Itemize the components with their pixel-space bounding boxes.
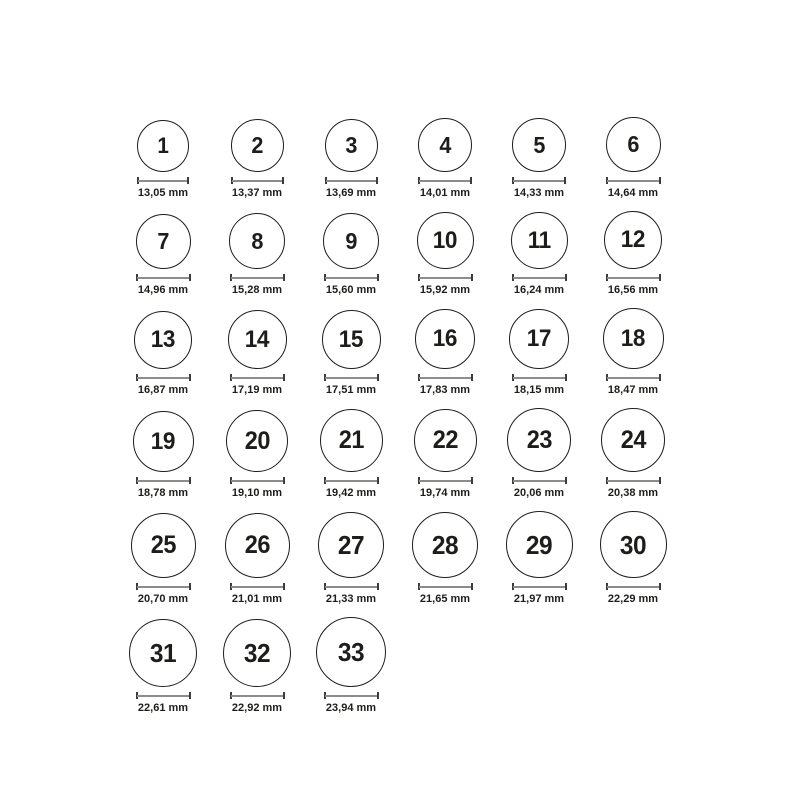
dimension-bar [138,180,188,182]
diameter-label: 20,38 mm [607,487,659,499]
diameter-label: 14,33 mm [513,187,565,199]
ring-circle [231,119,284,172]
ring-size-number: 16 [432,325,458,352]
diameter-label: 22,61 mm [137,702,189,714]
dimension-bar [513,277,566,279]
ring-size-number: 26 [244,531,270,559]
ring-size-number: 21 [338,426,364,454]
ring-size-item [304,512,398,606]
dimension-bar [325,695,378,697]
diameter-dimension-line [230,274,285,281]
diameter-label: 15,28 mm [231,284,283,296]
dimension-bar [137,695,190,697]
ring-size-item [210,410,304,500]
chart-row [116,308,686,397]
diameter-label: 21,65 mm [419,593,471,605]
ring-size-item [210,119,304,200]
ring-size-number: 30 [619,529,647,560]
ring-size-item [398,212,492,297]
diameter-dimension-line [606,177,661,184]
dimension-bar [137,377,190,379]
ring-size-number: 18 [620,324,646,352]
ring-size-item [586,408,680,500]
dimension-bar [325,480,378,482]
ring-size-item [492,511,586,606]
ring-size-number: 5 [533,131,545,158]
diameter-label: 16,56 mm [607,284,659,296]
ring-size-number: 15 [338,325,364,353]
ring-size-number: 12 [620,226,646,253]
dimension-bar [419,586,472,588]
ring-size-number: 8 [251,227,263,254]
ring-size-item [398,409,492,500]
ring-circle [414,409,477,472]
diameter-label: 20,06 mm [513,487,565,499]
dimension-bar [325,377,378,379]
ring-circle [606,117,661,172]
ring-size-number: 10 [432,226,458,254]
chart-row [116,408,686,500]
ring-size-number: 19 [150,427,176,455]
chart-row [116,511,686,606]
diameter-dimension-line [512,583,567,590]
diameter-dimension-line [512,477,567,484]
diameter-dimension-line [230,583,285,590]
diameter-label: 17,51 mm [325,384,377,396]
diameter-dimension-line [418,374,473,381]
diameter-label: 14,96 mm [137,284,189,296]
ring-circle [137,120,189,172]
dimension-bar [419,480,472,482]
ring-circle [415,309,475,369]
diameter-label: 19,74 mm [419,487,471,499]
ring-size-number: 2 [251,132,263,158]
diameter-dimension-line [418,583,473,590]
diameter-dimension-line [512,177,566,184]
chart-row [116,617,686,715]
diameter-dimension-line [230,692,285,699]
ring-size-item [398,309,492,397]
dimension-bar [607,480,660,482]
ring-size-item [492,212,586,297]
diameter-dimension-line [136,692,191,699]
diameter-label: 15,60 mm [325,284,377,296]
ring-size-number: 27 [337,530,365,560]
dimension-bar [513,180,565,182]
diameter-label: 22,92 mm [231,702,283,714]
ring-circle [134,311,192,369]
dimension-bar [607,586,660,588]
ring-circle [136,214,191,269]
diameter-dimension-line [324,477,379,484]
ring-size-number: 6 [627,131,639,157]
ring-circle [600,511,667,578]
ring-size-item [304,617,398,715]
ring-size-number: 33 [337,637,365,667]
diameter-label: 18,47 mm [607,384,659,396]
ring-circle [325,119,378,172]
ring-size-item [210,310,304,397]
diameter-label: 13,37 mm [231,187,283,199]
ring-size-number: 13 [150,326,176,353]
dimension-bar [231,377,284,379]
diameter-dimension-line [324,374,379,381]
diameter-dimension-line [325,177,378,184]
diameter-dimension-line [324,583,379,590]
ring-circle [509,309,569,369]
ring-size-item [210,213,304,297]
ring-size-number: 31 [149,638,177,668]
ring-size-item [586,117,680,200]
ring-size-item [492,118,586,200]
dimension-bar [607,377,660,379]
dimension-bar [325,586,378,588]
ring-size-item [116,411,210,500]
diameter-dimension-line [512,274,567,281]
ring-circle [417,212,474,269]
ring-size-number: 3 [345,132,357,158]
diameter-label: 22,29 mm [607,593,659,605]
ring-circle [318,512,384,578]
diameter-dimension-line [324,274,379,281]
diameter-label: 23,94 mm [325,702,377,714]
ring-size-number: 9 [345,227,357,254]
dimension-bar [513,480,566,482]
diameter-dimension-line [606,374,661,381]
ring-size-item [304,119,398,200]
dimension-bar [231,695,284,697]
diameter-label: 16,24 mm [513,284,565,296]
diameter-label: 20,70 mm [137,593,189,605]
ring-size-number: 11 [527,226,551,254]
dimension-bar [326,180,377,182]
ring-size-number: 29 [525,529,553,560]
dimension-bar [325,277,378,279]
diameter-label: 17,19 mm [231,384,283,396]
diameter-dimension-line [418,274,473,281]
ring-circle [129,619,197,687]
diameter-dimension-line [136,583,191,590]
diameter-label: 21,01 mm [231,593,283,605]
diameter-dimension-line [606,274,661,281]
ring-size-item [492,309,586,397]
ring-size-item [398,118,492,200]
ring-size-item [586,211,680,297]
diameter-dimension-line [324,692,379,699]
diameter-label: 21,33 mm [325,593,377,605]
ring-circle [601,408,665,472]
dimension-bar [607,180,660,182]
dimension-bar [137,480,190,482]
diameter-dimension-line [231,177,284,184]
ring-size-number: 4 [439,131,451,158]
diameter-label: 14,01 mm [419,187,471,199]
ring-circle [225,513,290,578]
diameter-dimension-line [418,477,473,484]
ring-size-number: 17 [526,325,552,352]
ring-size-number: 14 [244,325,270,353]
diameter-label: 18,78 mm [137,487,189,499]
diameter-label: 13,69 mm [325,187,377,199]
ring-size-item [398,512,492,606]
ring-circle [133,411,194,472]
diameter-dimension-line [606,477,661,484]
ring-size-item [210,513,304,606]
diameter-dimension-line [418,177,472,184]
ring-size-number: 32 [243,638,271,668]
ring-circle [512,118,566,172]
ring-size-item [492,408,586,500]
ring-size-item [116,513,210,606]
ring-circle [603,308,664,369]
ring-size-number: 23 [526,425,552,454]
ring-circle [223,619,291,687]
ring-size-item [586,308,680,397]
ring-circle [226,410,288,472]
diameter-dimension-line [137,177,189,184]
diameter-label: 16,87 mm [137,384,189,396]
ring-circle [511,212,568,269]
ring-circle [604,211,662,269]
dimension-bar [607,277,660,279]
diameter-label: 19,10 mm [231,487,283,499]
dimension-bar [419,277,472,279]
ring-size-item [586,511,680,606]
ring-circle [131,513,196,578]
diameter-label: 18,15 mm [513,384,565,396]
diameter-label: 21,97 mm [513,593,565,605]
diameter-label: 19,42 mm [325,487,377,499]
ring-size-number: 20 [244,426,270,455]
ring-circle [412,512,478,578]
ring-size-number: 25 [150,531,176,559]
dimension-bar [419,377,472,379]
ring-circle [322,310,381,369]
diameter-dimension-line [136,374,191,381]
ring-size-item [210,619,304,715]
diameter-label: 14,64 mm [607,187,659,199]
dimension-bar [231,586,284,588]
ring-circle [229,213,285,269]
diameter-label: 13,05 mm [137,187,189,199]
diameter-dimension-line [136,274,191,281]
ring-size-chart [116,117,686,726]
dimension-bar [513,377,566,379]
ring-circle [320,409,383,472]
ring-circle [506,511,573,578]
chart-row [116,117,686,200]
diameter-dimension-line [230,477,285,484]
ring-size-item [116,619,210,715]
ring-circle [228,310,287,369]
dimension-bar [231,480,284,482]
ring-size-item [304,409,398,500]
dimension-bar [137,586,190,588]
diameter-dimension-line [512,374,567,381]
ring-circle [323,213,379,269]
ring-size-item [116,311,210,397]
diameter-dimension-line [606,583,661,590]
dimension-bar [419,180,471,182]
ring-size-number: 28 [431,530,459,560]
diameter-dimension-line [230,374,285,381]
dimension-bar [513,586,566,588]
diameter-label: 15,92 mm [419,284,471,296]
ring-size-item [116,214,210,297]
ring-size-number: 22 [432,426,458,454]
ring-circle [316,617,386,687]
dimension-bar [231,277,284,279]
ring-size-item [304,310,398,397]
diameter-dimension-line [136,477,191,484]
diameter-label: 17,83 mm [419,384,471,396]
ring-size-item [116,120,210,200]
ring-size-number: 24 [620,425,646,454]
dimension-bar [137,277,190,279]
chart-row [116,211,686,297]
ring-size-number: 7 [157,228,169,254]
ring-circle [418,118,472,172]
ring-size-number: 1 [157,133,169,158]
ring-circle [507,408,571,472]
ring-size-item [304,213,398,297]
dimension-bar [232,180,283,182]
